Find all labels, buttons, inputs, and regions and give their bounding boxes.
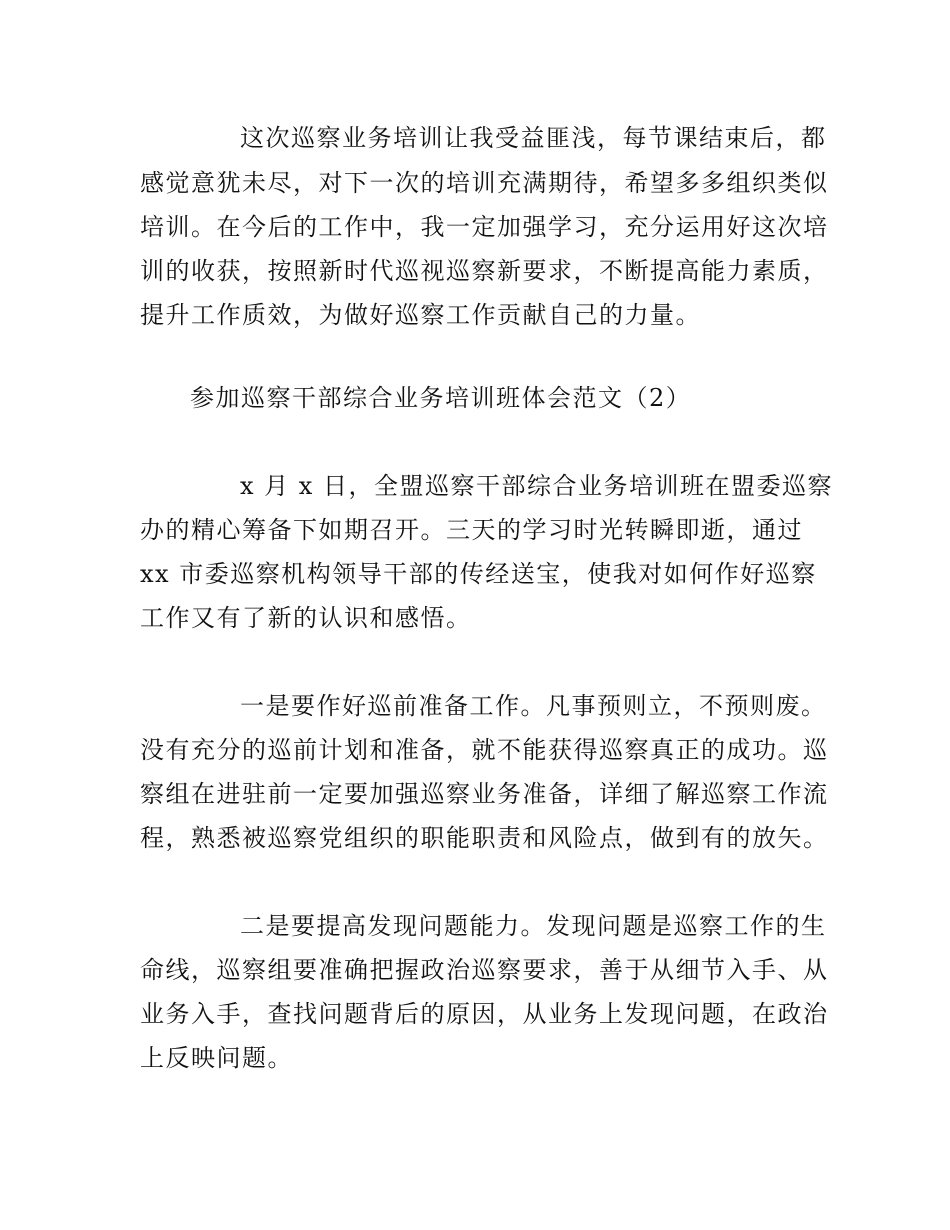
paragraph-line: 训的收获，按照新时代巡视巡察新要求，不断提高能力素质， xyxy=(140,257,829,285)
paragraph-line: 感觉意犹未尽，对下一次的培训充满期待，希望多多组织类似 xyxy=(140,169,829,197)
section-heading: 参加巡察干部综合业务培训班体会范文（2） xyxy=(190,384,692,412)
paragraph-line: 察组在进驻前一定要加强巡察业务准备，详细了解巡察工作流 xyxy=(140,780,829,808)
paragraph-line: 没有充分的巡前计划和准备，就不能获得巡察真正的成功。巡 xyxy=(140,736,829,764)
paragraph-line: 一是要作好巡前准备工作。凡事预则立，不预则废。 xyxy=(240,692,827,720)
paragraph-line: 工作又有了新的认识和感悟。 xyxy=(140,604,472,632)
paragraph-line: 这次巡察业务培训让我受益匪浅，每节课结束后，都 xyxy=(240,124,827,152)
paragraph-line: 二是要提高发现问题能力。发现问题是巡察工作的生 xyxy=(240,912,827,940)
paragraph-line: 办的精心筹备下如期召开。三天的学习时光转瞬即逝，通过 xyxy=(140,516,803,544)
paragraph-line: 上反映问题。 xyxy=(140,1044,293,1072)
paragraph-line: 命线，巡察组要准确把握政治巡察要求，善于从细节入手、从 xyxy=(140,956,829,984)
paragraph-line: xx 市委巡察机构领导干部的传经送宝，使我对如何作好巡察 xyxy=(140,560,817,588)
paragraph-line: 培训。在今后的工作中，我一定加强学习，充分运用好这次培 xyxy=(140,213,829,241)
paragraph-line: 程，熟悉被巡察党组织的职能职责和风险点，做到有的放矢。 xyxy=(140,824,829,852)
paragraph-line: x 月 x 日，全盟巡察干部综合业务培训班在盟委巡察 xyxy=(240,472,833,500)
paragraph-line: 提升工作质效，为做好巡察工作贡献自己的力量。 xyxy=(140,301,701,329)
paragraph-line: 业务入手，查找问题背后的原因，从业务上发现问题，在政治 xyxy=(140,1000,829,1028)
